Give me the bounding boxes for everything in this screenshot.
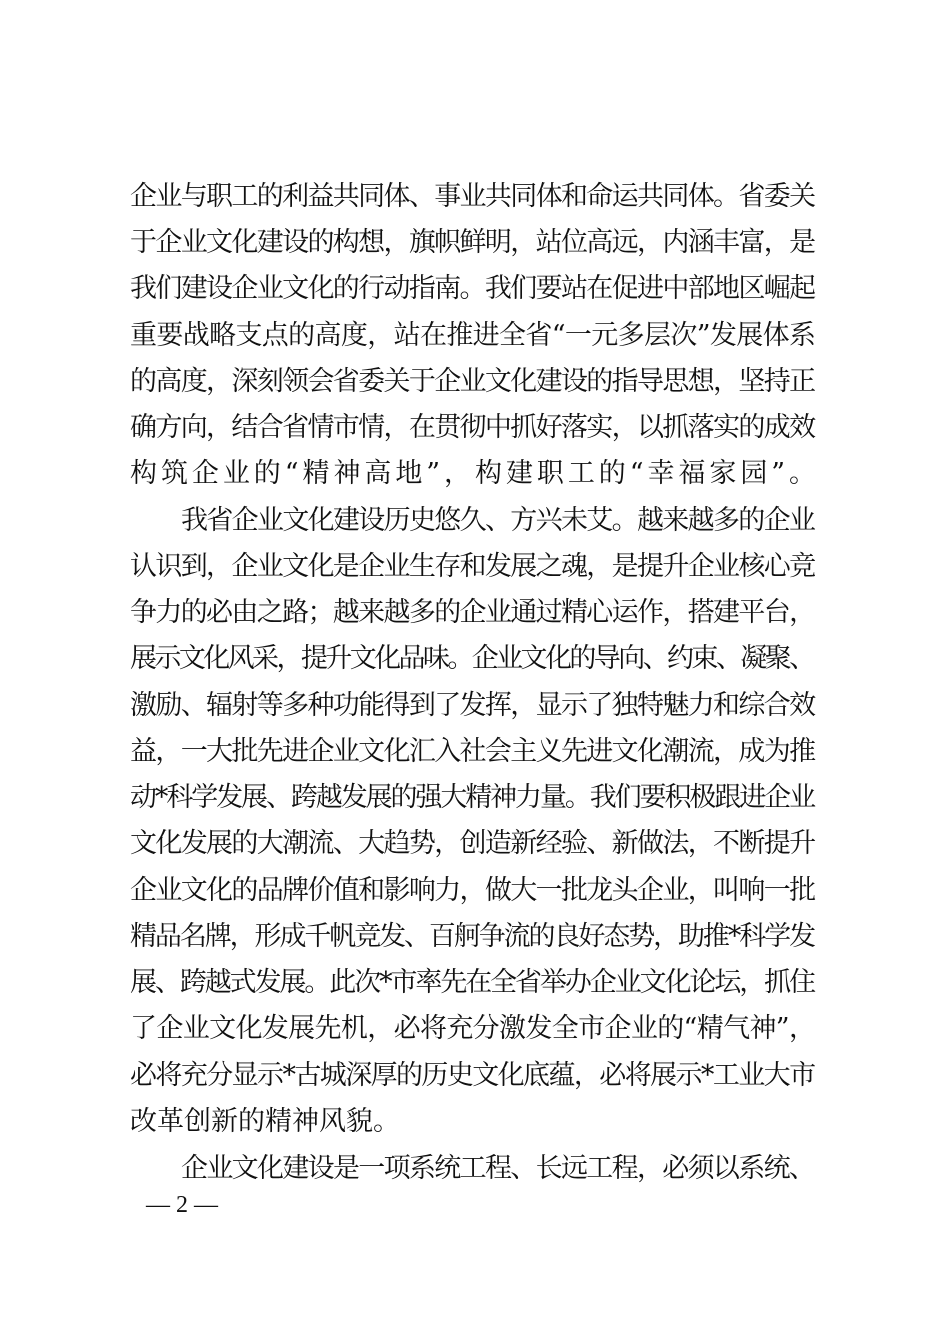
text-line — [0, 914, 950, 960]
text-line-content: 企业文化的品牌价值和影响力，做大一批龙头企业，叫响一批 — [130, 875, 815, 906]
text-line-content: 企业文化建设是一项系统工程、长远工程，必须以系统、 — [181, 1153, 815, 1184]
text-line-content: 争力的必由之路；越来越多的企业通过精心运作，搭建平台， — [130, 597, 815, 628]
text-line — [0, 590, 950, 636]
text-line-content: 改革创新的精神风貌。 — [130, 1106, 400, 1137]
text-line — [0, 960, 950, 1006]
text-line — [0, 1053, 950, 1099]
text-line — [0, 821, 950, 867]
text-line-content: 动*科学发展、跨越发展的强大精神力量。我们要积极跟进企业 — [130, 782, 814, 813]
text-line — [0, 313, 950, 359]
text-line — [0, 451, 950, 497]
text-line-content: 于企业文化建设的构想，旗帜鲜明，站位高远，内涵丰富，是 — [130, 227, 815, 258]
text-line-content: 益，一大批先进企业文化汇入社会主义先进文化潮流，成为推 — [130, 736, 815, 767]
text-line-content: 展、跨越式发展。此次*市率先在全省举办企业文化论坛，抓住 — [130, 967, 814, 998]
text-line-content: 我们建设企业文化的行动指南。我们要站在促进中部地区崛起 — [130, 273, 815, 304]
text-line — [0, 868, 950, 914]
text-line — [0, 544, 950, 590]
page-number: — 2 — — [146, 1192, 218, 1218]
text-line — [0, 220, 950, 266]
text-line-content: 必将充分显示*古城深厚的历史文化底蕴，必将展示*工业大市 — [130, 1060, 815, 1091]
text-line — [0, 1146, 950, 1192]
text-line-content: 了企业文化发展先机，必将充分激发全市企业的“精气神”， — [130, 1013, 816, 1044]
text-line-content: 文化发展的大潮流、大趋势，创造新经验、新做法，不断提升 — [130, 828, 815, 859]
text-line-content: 确方向，结合省情市情，在贯彻中抓好落实，以抓落实的成效 — [130, 412, 815, 443]
text-line — [0, 775, 950, 821]
text-line — [0, 498, 950, 544]
text-line — [0, 174, 950, 220]
text-line-content: 重要战略支点的高度，站在推进全省“一元多层次”发展体系 — [130, 320, 816, 351]
text-line-content: 我省企业文化建设历史悠久、方兴未艾。越来越多的企业 — [181, 505, 815, 536]
text-line-content: 精品名牌，形成千帆竞发、百舸争流的良好态势，助推*科学发 — [130, 921, 814, 952]
text-line-content: 企业与职工的利益共同体、事业共同体和命运共同体。省委关 — [130, 181, 815, 212]
text-line-content: 构筑企业的“精神高地”，构建职工的“幸福家园”。 — [130, 458, 821, 489]
text-line — [0, 405, 950, 451]
text-line — [0, 729, 950, 775]
text-line — [0, 683, 950, 729]
text-line-content: 激励、辐射等多种功能得到了发挥，显示了独特魅力和综合效 — [130, 690, 815, 721]
text-line — [0, 1006, 950, 1052]
text-line-content: 的高度，深刻领会省委关于企业文化建设的指导思想，坚持正 — [130, 366, 815, 397]
text-line — [0, 1099, 950, 1145]
text-line — [0, 359, 950, 405]
text-line — [0, 266, 950, 312]
text-line — [0, 636, 950, 682]
text-line-content: 展示文化风采，提升文化品味。企业文化的导向、约束、凝聚、 — [130, 643, 814, 674]
text-line-content: 认识到，企业文化是企业生存和发展之魂，是提升企业核心竞 — [130, 551, 815, 582]
